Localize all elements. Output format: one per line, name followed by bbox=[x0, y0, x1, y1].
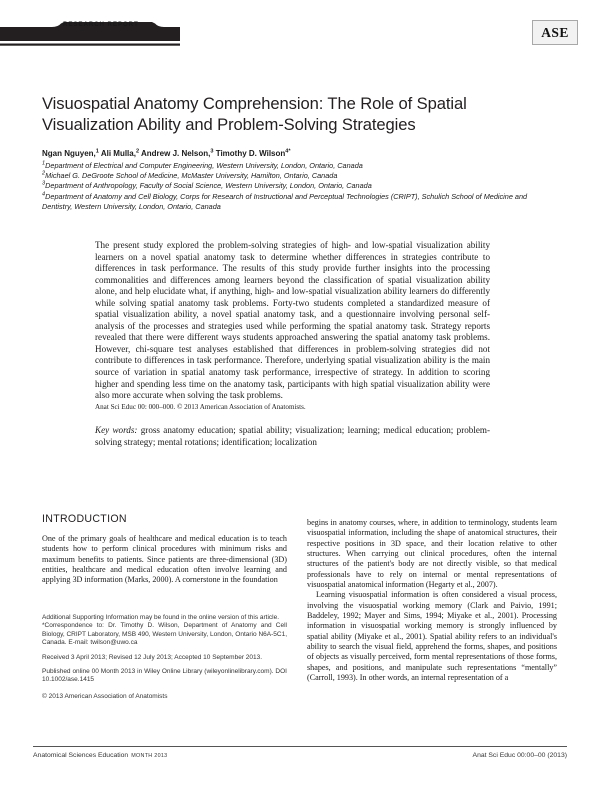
affiliation-2: $^2$Michael G. DeGroote School of Medicine, McMaster University, Hamilton, Ontario, Canada bbox=[42, 170, 338, 180]
left-column bbox=[42, 513, 287, 586]
introduction-left-paragraph: One of the primary goals of healthcare and medical education is to teach students how to perform clinical procedures with minimum risks and maximum benefits to patients. Since patients are three-dimensional (3D) entities, healthcare and medical education often involve learning and applying 3D information (Marks, 2000). A cornerstone in the foundation bbox=[42, 534, 287, 585]
footer-journal-name: Anatomical Sciences Education bbox=[33, 752, 129, 759]
author-names: Ngan Nguyen,$^1$ Ali Mulla,$^2$ Andrew J. Nelson,$^3$ Timothy D. Wilson$^{4*}$ bbox=[42, 148, 291, 158]
keywords bbox=[95, 425, 490, 448]
page-footer bbox=[33, 746, 567, 759]
footnote-supporting-info: Additional Supporting Information may be found in the online version of this article. bbox=[42, 614, 280, 621]
footer-citation: Anat Sci Educ 00:00–00 (2013) bbox=[472, 752, 567, 759]
abstract-body: The present study explored the problem-solving strategies of high- and low-spatial visualization ability learners on a novel spatial anatomy task to determine whether differences in strategies contribute to differences in task performance. The results of this study provide further insights into the processing commonalities and differences among learners beyond the classification of spatial visualization ability alone, and help elucidate what, if anything, high- and low-spatial visualization ability learners do differently while solving spatial anatomy task problems. Forty-two students completed a standardized measure of spatial visualization ability, a novel spatial anatomy task, and a questionnaire involving personal self-analysis of the processes and strategies used while performing the spatial anatomy task. Strategy reports revealed that there were different ways students approached answering the spatial anatomy task problems. However, chi-square test analyses established that differences in problem-solving strategies did not contribute to differences in task performance. Therefore, underlying spatial visualization ability is the main source of variation in spatial anatomy task performance, irrespective of strategy. In addition to scoring higher and spending less time on the anatomy task, participants with high spatial visualization ability were also more accurate when solving the task problems. bbox=[95, 240, 490, 401]
keywords-text: gross anatomy education; spatial ability; visualization; learning; medical education; problem-solving strategy; mental rotations; identification; localization bbox=[95, 425, 490, 447]
authors-block bbox=[42, 148, 552, 213]
footnote-copyright: © 2013 American Association of Anatomists bbox=[42, 692, 168, 700]
footer-issue: MONTH 2013 bbox=[131, 753, 168, 759]
footnotes-block bbox=[42, 614, 287, 701]
introduction-right-paragraph-1: begins in anatomy courses, where, in addition to terminology, students learn visuospatial information, including the shape of anatomical structures, their respective positions in 3D space, and their location relative to other structures. When carrying out clinical procedures, often the internal structures of the patient's body are not directly visible, so that medical professionals have to rely on internal or mental representations of visuospatial anatomical information (Hegarty et al., 2007). bbox=[307, 518, 557, 590]
footnote-dates: Received 3 April 2013; Revised 12 July 2013; Accepted 10 September 2013. bbox=[42, 653, 263, 661]
footer-journal-block bbox=[33, 752, 167, 759]
title-line-1: Visuospatial Anatomy Comprehension: The Role of Spatial bbox=[42, 94, 467, 113]
footnote-published: Published online 00 Month 2013 in Wiley Online Library (wileyonlinelibrary.com). DOI 10.1002/ase.1415 bbox=[42, 668, 287, 684]
title-line-2: Visualization Ability and Problem-Solving Strategies bbox=[42, 115, 416, 134]
abstract-block bbox=[95, 240, 490, 448]
title-block bbox=[42, 93, 542, 135]
right-column bbox=[307, 518, 557, 684]
ase-logo: ASE bbox=[532, 20, 578, 45]
affiliation-3: $^3$Department of Anthropology, Faculty of Social Science, Western University, London, Ontario, Canada bbox=[42, 180, 372, 191]
footnote-correspondence: *Correspondence to: Dr. Timothy D. Wilson, Department of Anatomy and Cell Biology, CRIPT Laboratory, MSB 490, Western University, London, Ontario N6A-5C1, Canada. E-mail: twilson@uwo.ca bbox=[42, 622, 287, 647]
page-title bbox=[42, 93, 542, 135]
affiliation-1: $^1$Department of Electrical and Computer Engineering, Western University, London, Ontario, Canada bbox=[42, 160, 363, 170]
abstract-citation: Anat Sci Educ 00: 000–000. © 2013 American Association of Anatomists. bbox=[95, 403, 306, 412]
introduction-right-paragraph-2: Learning visuospatial information is often considered a visual process, involving the visuospatial working memory (Clark and Paivio, 1991; Baddeley, 1992; Mayer and Sims, 1994; Miyake et al., 2001). Processing information in visuospatial working memory is strongly influenced by spatial ability (Miyake et al., 2001). Spatial ability refers to an individual's ability to search the visual field, apprehend the forms, shapes, and positions of objects as visually perceived, form mental representations of those forms, shapes, and positions, and manipulate such representations “mentally” (Carroll, 1993). In other words, an internal representation of a bbox=[307, 590, 557, 683]
banner-label: RESEARCH REPORT bbox=[63, 21, 139, 28]
keywords-label: Key words: bbox=[95, 425, 138, 436]
introduction-heading: INTRODUCTION bbox=[42, 513, 127, 525]
affiliation-4: $^4$Department of Anatomy and Cell Biology, Corps for Research of Instructional and Perceptual Technologies (CRIPT), Schulich School of Medicine and Dentistry, Western University, London, Ontario, Canada bbox=[42, 191, 528, 212]
